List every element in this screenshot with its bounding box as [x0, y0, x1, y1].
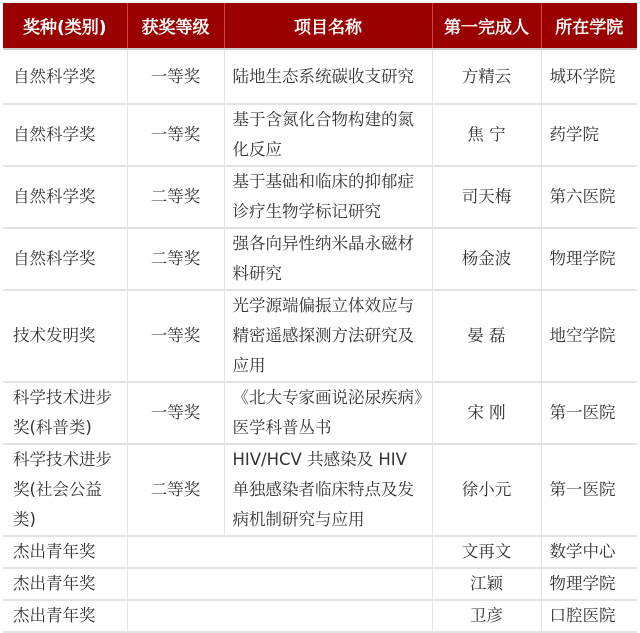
award-level: 二等奖	[127, 444, 224, 536]
table-row	[3, 568, 637, 600]
college: 药学院	[541, 104, 637, 166]
first-person: 徐小元	[432, 444, 541, 536]
award-type: 杰出青年奖	[3, 568, 127, 600]
college: 物理学院	[541, 228, 637, 290]
award-type: 杰出青年奖	[3, 600, 127, 632]
award-type: 杰出青年奖	[3, 536, 127, 568]
award-type: 技术发明奖	[3, 290, 127, 382]
header-type: 奖种(类别)	[3, 3, 127, 49]
award-type: 自然科学奖	[3, 104, 127, 166]
college: 第一医院	[541, 444, 637, 536]
award-type: 科学技术进步奖(科普类)	[3, 382, 127, 444]
college: 第一医院	[541, 382, 637, 444]
college: 城环学院	[541, 49, 637, 104]
first-person: 晏 磊	[432, 290, 541, 382]
award-level: 一等奖	[127, 104, 224, 166]
empty-cell	[127, 568, 432, 600]
header-person: 第一完成人	[432, 3, 541, 49]
table-row	[3, 382, 637, 444]
first-person: 焦 宁	[432, 104, 541, 166]
award-level: 二等奖	[127, 228, 224, 290]
project-name: 基于基础和临床的抑郁症诊疗生物学标记研究	[224, 166, 432, 228]
award-type: 自然科学奖	[3, 166, 127, 228]
first-person: 宋 刚	[432, 382, 541, 444]
header-row	[3, 3, 637, 49]
award-level: 一等奖	[127, 290, 224, 382]
awards-table	[3, 3, 637, 633]
college: 口腔医院	[541, 600, 637, 632]
college: 物理学院	[541, 568, 637, 600]
table-row	[3, 104, 637, 166]
table-row	[3, 290, 637, 382]
table-row	[3, 228, 637, 290]
table-row	[3, 600, 637, 632]
first-person: 杨金波	[432, 228, 541, 290]
table-row	[3, 536, 637, 568]
college: 数学中心	[541, 536, 637, 568]
award-level: 一等奖	[127, 49, 224, 104]
empty-cell	[127, 536, 432, 568]
first-person: 卫彦	[432, 600, 541, 632]
header-level: 获奖等级	[127, 3, 224, 49]
award-type: 自然科学奖	[3, 49, 127, 104]
table-row	[3, 49, 637, 104]
first-person: 司天梅	[432, 166, 541, 228]
award-level: 二等奖	[127, 166, 224, 228]
award-level: 一等奖	[127, 382, 224, 444]
project-name: 光学源端偏振立体效应与精密遥感探测方法研究及应用	[224, 290, 432, 382]
college: 第六医院	[541, 166, 637, 228]
project-name: 《北大专家画说泌尿疾病》医学科普丛书	[224, 382, 432, 444]
empty-cell	[127, 600, 432, 632]
first-person: 江颖	[432, 568, 541, 600]
project-name: 陆地生态系统碳收支研究	[224, 49, 432, 104]
header-project: 项目名称	[224, 3, 432, 49]
college: 地空学院	[541, 290, 637, 382]
header-college: 所在学院	[541, 3, 637, 49]
table-row	[3, 444, 637, 536]
project-name: 强各向异性纳米晶永磁材料研究	[224, 228, 432, 290]
project-name: 基于含氮化合物构建的氮化反应	[224, 104, 432, 166]
project-name: HIV/HCV 共感染及 HIV 单独感染者临床特点及发病机制研究与应用	[224, 444, 432, 536]
award-type: 科学技术进步奖(社会公益类)	[3, 444, 127, 536]
first-person: 方精云	[432, 49, 541, 104]
award-type: 自然科学奖	[3, 228, 127, 290]
table-row	[3, 166, 637, 228]
first-person: 文再文	[432, 536, 541, 568]
